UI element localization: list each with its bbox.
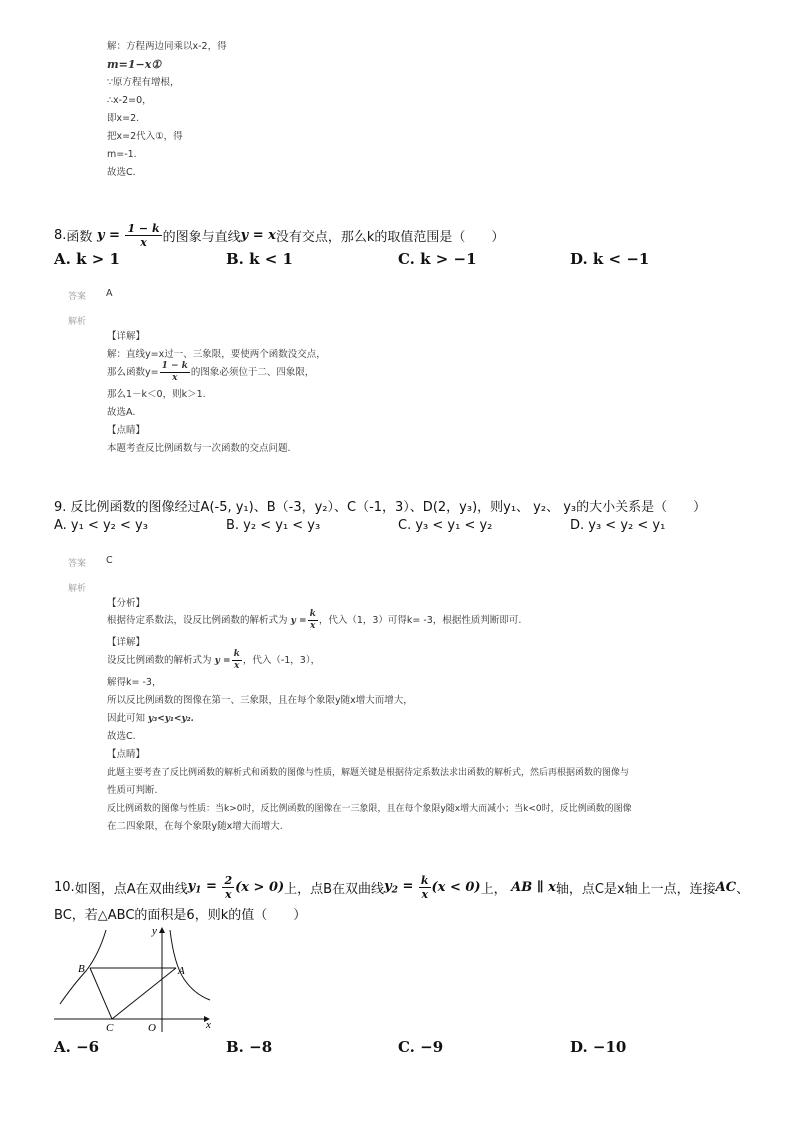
q9-line-7a: 因此可知: [107, 713, 146, 724]
q8-line-5: 故选A.: [107, 407, 136, 418]
q10-text-a: 如图，点A在双曲线: [74, 881, 188, 897]
q8-line-2: 解：直线y=x过一、三象限，要使两个函数没交点，: [107, 349, 326, 360]
q9-option-b[interactable]: B. y₂ < y₁ < y₃: [226, 518, 321, 533]
q9-y-eq: y =: [287, 615, 307, 626]
q9-line-7: [107, 710, 194, 728]
q9-text: 反比例函数的图像经过A(-5, y₁)、B（-3，y₂）、C（-1，3）、D(2，y₃)，则y₁、 y₂、 y₃的大小关系是（ ）: [70, 500, 707, 515]
q8-answer-label: 答案: [68, 292, 87, 302]
q10-text-b: 上，点B在双曲线: [284, 881, 385, 897]
q8-line-4: 那么1－k＜0，则k＞1.: [107, 389, 206, 400]
q9-answer-label: 答案: [68, 559, 87, 569]
q9-y-eq-2: y =: [211, 655, 231, 666]
q8-fraction: $\frac{1 - k}{x}$: [127, 221, 160, 249]
q8-inline-fraction: $\frac{1 - k}{x}$: [161, 361, 188, 383]
q9-option-c[interactable]: C. y₃ < y₁ < y₂: [398, 518, 493, 533]
prev-line-5: 即x=2.: [107, 113, 140, 124]
hyperbola-y1: [170, 930, 210, 1000]
q8-line-6: 【点睛】: [107, 425, 146, 436]
q10-text-d: 轴，点C是x轴上一点，连接: [555, 881, 716, 897]
label-b: B: [78, 963, 85, 975]
label-c: C: [106, 1022, 114, 1034]
prev-line-2: m=1−x①: [107, 58, 162, 71]
q10-option-b[interactable]: B. −8: [226, 1038, 273, 1056]
q8-option-c[interactable]: C. k > −1: [398, 250, 477, 268]
q10-stem-line-2: BC，若△ABC的面积是6，则k的值（ ）: [54, 908, 307, 923]
q9-line-6: 所以反比例函数的图像在第一、三象限，且在每个象限y随x增大而增大，: [107, 695, 413, 706]
q9-line-13: 在二四象限，在每个象限y随x增大而增大.: [107, 821, 283, 832]
label-a: A: [178, 965, 185, 977]
q9-number: 9.: [54, 500, 71, 515]
q9-line-4b: ，代入（-1，3），: [242, 654, 321, 666]
q8-option-d[interactable]: D. k < −1: [570, 250, 650, 268]
q8-line-1: 【详解】: [107, 331, 146, 342]
segment-bc: [90, 968, 112, 1019]
q10-cond-2: (x < 0): [431, 879, 481, 895]
q8-option-b[interactable]: B. k < 1: [226, 250, 293, 268]
q10-text-c: 上，: [480, 881, 507, 897]
prev-line-4: ∴x-2=0，: [107, 95, 152, 106]
q10-ab-parallel: AB ∥ x: [506, 879, 556, 895]
q8-line-7: 本题考查反比例函数与一次函数的交点问题.: [107, 443, 291, 454]
prev-line-6: 把x=2代入①，得: [107, 131, 183, 142]
q9-fraction-1: $\frac{k}{x}$: [309, 609, 316, 631]
q9-line-5: 解得k= -3，: [107, 677, 162, 688]
q9-stem: [54, 496, 706, 515]
q8-line-3a: 那么函数y=: [107, 366, 159, 378]
q9-line-3: 【详解】: [107, 637, 146, 648]
segment-ac: [112, 968, 176, 1019]
q8-line-3b: 的图象必须位于二、四象限，: [190, 366, 315, 378]
q9-line-7b: y₃<y₁<y₂.: [148, 714, 194, 724]
q9-line-11: 性质可判断.: [107, 785, 158, 796]
q9-line-2b: ，代入（1，3）可得k= -3，根据性质判断即可.: [318, 614, 522, 626]
label-y: y: [152, 925, 157, 937]
q8-answer: A: [106, 288, 113, 299]
q8-text-a: 函数: [66, 229, 93, 245]
q9-line-2a: 根据待定系数法，设反比例函数的解析式为: [107, 614, 288, 626]
q8-option-a[interactable]: A. k > 1: [54, 250, 120, 268]
q8-analysis-label: 解析: [68, 317, 87, 327]
q9-option-d[interactable]: D. y₃ < y₂ < y₁: [570, 518, 666, 533]
q9-fraction-2: $\frac{k}{x}$: [233, 649, 240, 671]
q10-y2: $y_2$ =: [384, 878, 418, 896]
q8-text-b: 的图象与直线: [162, 229, 241, 245]
q9-line-4: [107, 650, 320, 671]
q10-ac: AC: [715, 879, 737, 895]
q9-option-a[interactable]: A. y₁ < y₂ < y₃: [54, 518, 148, 533]
q9-line-10: 此题主要考查了反比例函数的解析式和函数的图像与性质，解题关键是根据待定系数法求出函数的解析式，然后再根据函数的图像与: [107, 768, 630, 778]
q10-option-d[interactable]: D. −10: [570, 1038, 627, 1056]
q10-stem-line-1: [54, 872, 749, 902]
q9-line-2: [107, 610, 521, 631]
q9-line-9: 【点睛】: [107, 749, 146, 760]
q9-line-12: 反比例函数的图像与性质：当k>0时，反比例函数的图像在一三象限，且在每个象限y随x增大而减小；当k<0时，反比例函数的图像: [107, 804, 632, 814]
q10-number: 10.: [54, 879, 75, 895]
q10-cond-1: (x > 0): [235, 879, 285, 895]
label-o: O: [148, 1022, 156, 1034]
q9-line-1: 【分析】: [107, 598, 146, 609]
q9-analysis-label: 解析: [68, 584, 87, 594]
prev-line-3: ∵原方程有增根，: [107, 77, 180, 88]
q8-func: y =: [92, 227, 125, 243]
q10-y1: $y_1$ =: [187, 878, 222, 896]
q10-fraction-2: $\frac{k}{x}$: [420, 873, 429, 901]
q8-stem: [54, 222, 504, 248]
q8-line-3: [107, 362, 314, 383]
q8-text-c: 没有交点，那么k的取值范围是（ ）: [275, 229, 505, 245]
q10-comma: 、: [736, 881, 750, 897]
q10-option-a[interactable]: A. −6: [54, 1038, 100, 1056]
q8-number: 8.: [54, 227, 67, 243]
prev-line-1: 解：方程两边同乘以x-2，得: [107, 41, 227, 52]
q9-line-8: 故选C.: [107, 731, 136, 742]
q10-fraction-1: $\frac{2}{x}$: [224, 873, 233, 901]
q9-answer: C: [106, 555, 113, 566]
q10-option-c[interactable]: C. −9: [398, 1038, 444, 1056]
q9-line-4a: 设反比例函数的解析式为: [107, 654, 212, 666]
prev-line-8: 故选C.: [107, 167, 136, 178]
label-x: x: [206, 1019, 211, 1031]
prev-line-7: m=-1.: [107, 149, 137, 160]
q8-line: y = x: [240, 227, 276, 243]
q10-figure: [54, 924, 224, 1034]
